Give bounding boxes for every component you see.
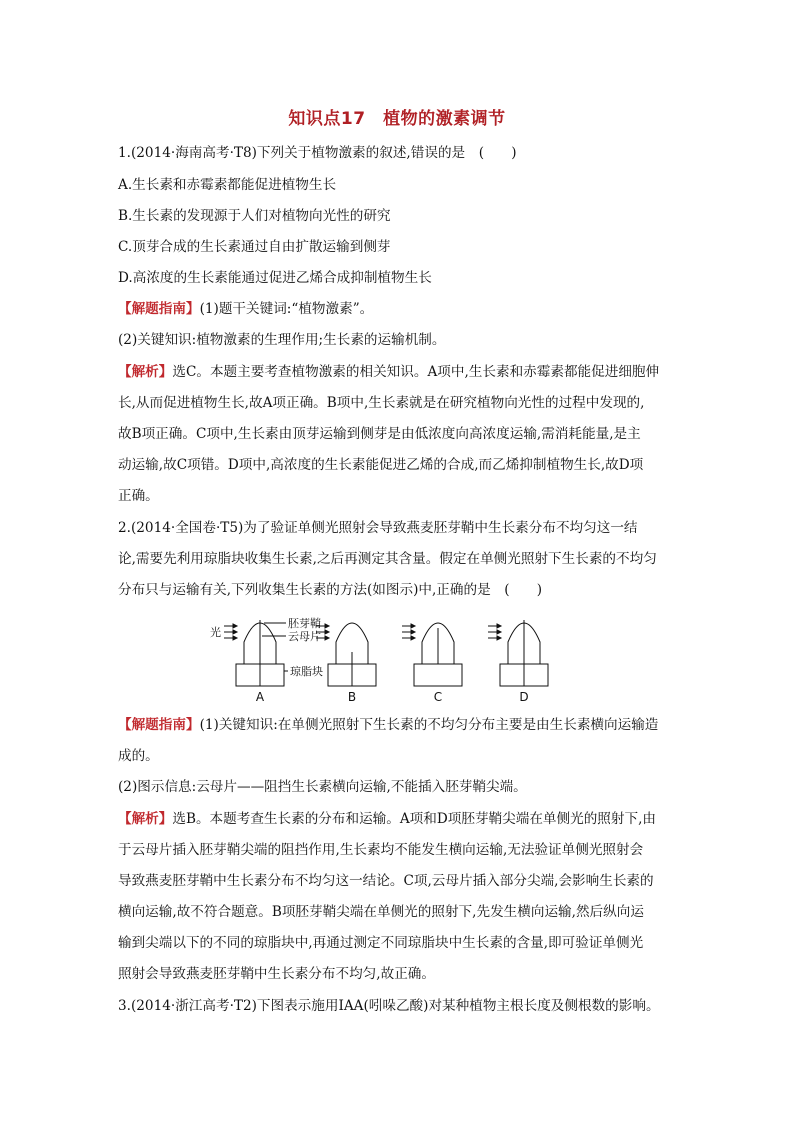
q2-guide-line1 [118,715,658,735]
q1-analysis-line5: 正确。 [118,488,159,504]
q2-analysis-line1 [118,809,656,829]
q2-stem-line1: 2.(2014·全国卷·T5)为了验证单侧光照射会导致燕麦胚芽鞘中生长素分布不均匀这一结 [118,520,638,536]
q1-option-c: C.顶芽合成的生长素通过自由扩散运输到侧芽 [118,239,391,255]
figure-b [328,623,376,686]
light-label: 光 [210,626,221,639]
q2-analysis-line2: 于云母片插入胚芽鞘尖端的阻挡作用,生长素均不能发生横向运输,无法验证单侧光照射会 [118,842,644,858]
q1-analysis-line2: 长,从而促进植物生长,故A项正确。B项中,生长素就是在研究植物向光性的过程中发现的, [118,395,645,411]
q1-analysis-line3: 故B项正确。C项中,生长素由顶芽运输到侧芽是由低浓度向高浓度运输,需消耗能量,是主 [118,426,641,442]
q2-guide-text1: (1)关键知识:在单侧光照射下生长素的不均匀分布主要是由生长素横向运输造 [199,717,659,733]
figure-a [236,620,288,686]
q1-guide-line1 [118,299,373,319]
q1-option-b: B.生长素的发现源于人们对植物向光性的研究 [118,208,391,224]
q1-option-d: D.高浓度的生长素能通过促进乙烯合成抑制植物生长 [118,270,432,286]
figure-label-b: B [347,690,357,704]
coleoptile-label: 胚芽鞘 [288,617,321,630]
q2-analysis-text1: 选B。本题考查生长素的分布和运输。A项和D项胚芽鞘尖端在单侧光的照射下,由 [172,811,656,827]
q2-analysis-line5: 输到尖端以下的不同的琼脂块中,再通过测定不同琼脂块中生长素的含量,即可验证单侧光 [118,935,644,951]
figure-c [414,623,462,686]
q1-guide-line2: (2)关键知识:植物激素的生理作用;生长素的运输机制。 [118,332,446,348]
agar-label: 琼脂块 [290,665,323,678]
figure-label-c: C [433,690,443,704]
q1-analysis-line1 [118,362,659,382]
q1-stem: 1.(2014·海南高考·T8)下列关于植物激素的叙述,错误的是 ( ) [118,145,517,161]
q2-guide-line2: 成的。 [118,748,159,764]
agar-block-c [414,664,462,686]
figure-label-d: D [519,690,529,704]
figure-label-a: A [255,690,265,704]
q2-analysis-tag: 【解析】 [118,811,173,827]
q2-guide-tag: 【解题指南】 [118,717,200,733]
figure-d [500,620,548,686]
page-title: 知识点17 植物的激素调节 [288,109,506,129]
q1-guide-text1: (1)题干关键词:“植物激素”。 [199,301,374,317]
q2-analysis-line3: 导致燕麦胚芽鞘中生长素分布不均匀这一结论。C项,云母片插入部分尖端,会影响生长素的 [118,873,654,889]
q2-stem-line2: 论,需要先利用琼脂块收集生长素,之后再测定其含量。假定在单侧光照射下生长素的不均匀 [118,551,657,567]
q1-analysis-text1: 选C。本题主要考查植物激素的相关知识。A项中,生长素和赤霉素都能促进细胞伸 [172,364,660,380]
light-arrows-a [224,624,237,640]
mica-label: 云母片 [288,630,321,643]
q1-option-a: A.生长素和赤霉素都能促进植物生长 [118,177,337,193]
light-arrows-c [402,624,415,640]
light-arrows-d [488,624,501,640]
q1-guide-tag: 【解题指南】 [118,301,200,317]
q2-stem-line3: 分布只与运输有关,下列收集生长素的方法(如图示)中,正确的是 ( ) [118,582,543,598]
q1-analysis-line4: 动运输,故C项错。D项中,高浓度的生长素能促进乙烯的合成,而乙烯抑制植物生长,故D项 [118,457,644,473]
q3-stem: 3.(2014·浙江高考·T2)下图表示施用IAA(吲哚乙酸)对某种植物主根长度及侧根数的影响。 [118,998,660,1014]
q2-analysis-line6: 照射会导致燕麦胚芽鞘中生长素分布不均匀,故正确。 [118,966,435,982]
q2-analysis-line4: 横向运输,故不符合题意。B项胚芽鞘尖端在单侧光的照射下,先发生横向运输,然后纵向运 [118,904,644,920]
coleoptile-figure [200,612,600,707]
q1-analysis-tag: 【解析】 [118,364,173,380]
q2-guide-line3: (2)图示信息:云母片——阻挡生长素横向运输,不能插入胚芽鞘尖端。 [118,779,527,795]
